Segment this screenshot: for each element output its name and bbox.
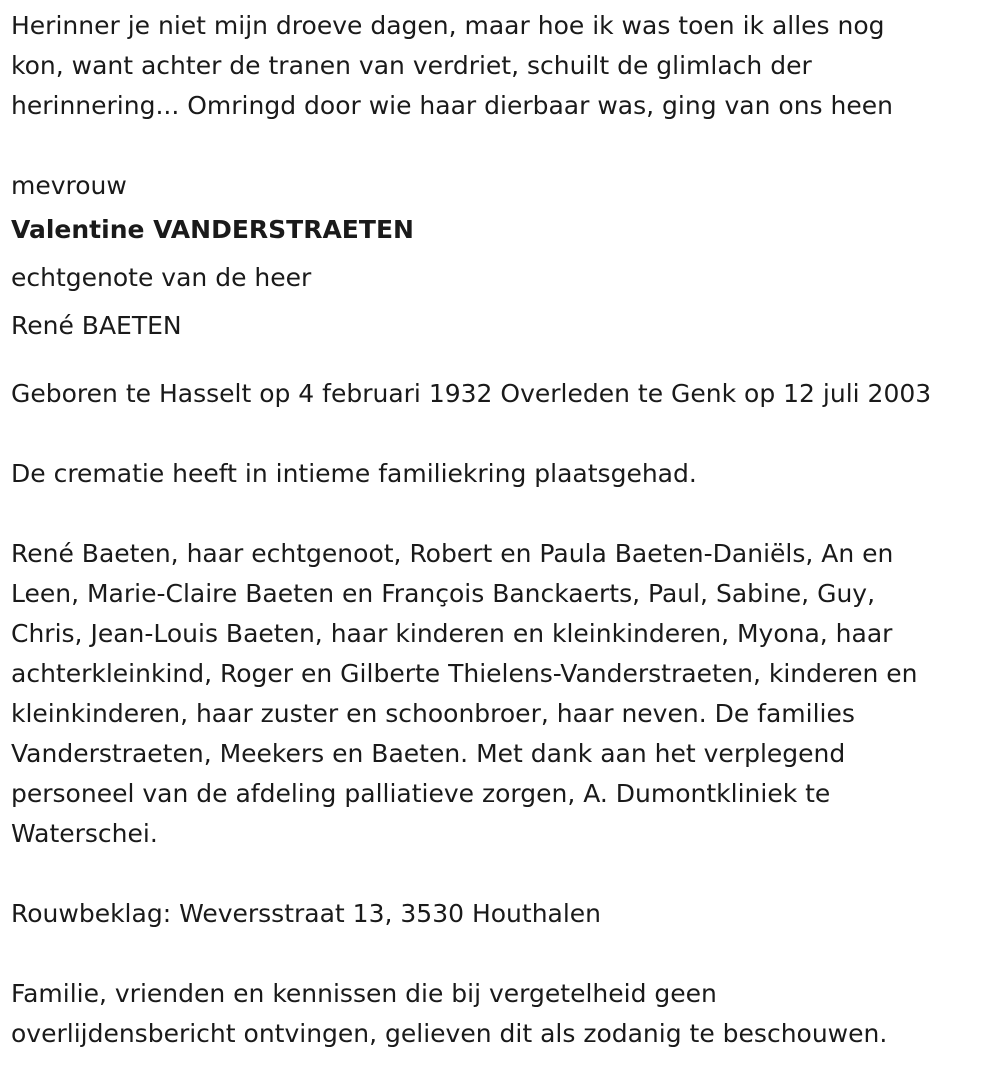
family-line: René Baeten, haar echtgenoot, Robert en Paula Baeten-Daniëls, An en xyxy=(11,539,894,568)
family-line: personeel van de afdeling palliatieve zorgen, A. Dumontkliniek te xyxy=(11,779,831,808)
intro-paragraph xyxy=(11,6,986,126)
family-line: kleinkinderen, haar zuster en schoonbroer, haar neven. De families xyxy=(11,699,855,728)
cremation-text: De crematie heeft in intieme familiekring plaatsgehad. xyxy=(11,459,697,488)
spacer xyxy=(11,350,986,374)
obituary-notice xyxy=(11,6,986,1054)
spacer xyxy=(11,494,986,534)
spacer xyxy=(11,934,986,974)
deceased-name: Valentine VANDERSTRAETEN xyxy=(11,215,414,244)
condolence-address: Rouwbeklag: Weversstraat 13, 3530 Houthalen xyxy=(11,899,602,928)
closing-line: Familie, vrienden en kennissen die bij vergetelheid geen xyxy=(11,979,717,1008)
family-line: achterkleinkind, Roger en Gilberte Thielens-Vanderstraeten, kinderen en xyxy=(11,659,918,688)
closing-line: overlijdensbericht ontvingen, gelieven dit als zodanig te beschouwen. xyxy=(11,1019,888,1048)
spouse-label: echtgenote van de heer xyxy=(11,263,312,292)
spacer xyxy=(11,854,986,894)
family-line: Leen, Marie-Claire Baeten en François Banckaerts, Paul, Sabine, Guy, xyxy=(11,579,876,608)
birth-death-dates: Geboren te Hasselt op 4 februari 1932 Overleden te Genk op 12 juli 2003 xyxy=(11,379,932,408)
dates-paragraph xyxy=(11,374,986,414)
cremation-paragraph xyxy=(11,454,986,494)
family-paragraph xyxy=(11,534,986,854)
intro-line: herinnering... Omringd door wie haar dierbaar was, ging van ons heen xyxy=(11,91,893,120)
family-line: Vanderstraeten, Meekers en Baeten. Met dank aan het verplegend xyxy=(11,739,846,768)
family-line: Waterschei. xyxy=(11,819,158,848)
intro-line: Herinner je niet mijn droeve dagen, maar hoe ik was toen ik alles nog xyxy=(11,11,885,40)
spacer xyxy=(11,126,986,166)
condolence-paragraph xyxy=(11,894,986,934)
title: mevrouw xyxy=(11,171,127,200)
spacer xyxy=(11,414,986,454)
closing-paragraph xyxy=(11,974,986,1054)
spouse-name: René BAETEN xyxy=(11,311,182,340)
family-line: Chris, Jean-Louis Baeten, haar kinderen en kleinkinderen, Myona, haar xyxy=(11,619,893,648)
deceased-block xyxy=(11,166,986,350)
intro-line: kon, want achter de tranen van verdriet, schuilt de glimlach der xyxy=(11,51,812,80)
